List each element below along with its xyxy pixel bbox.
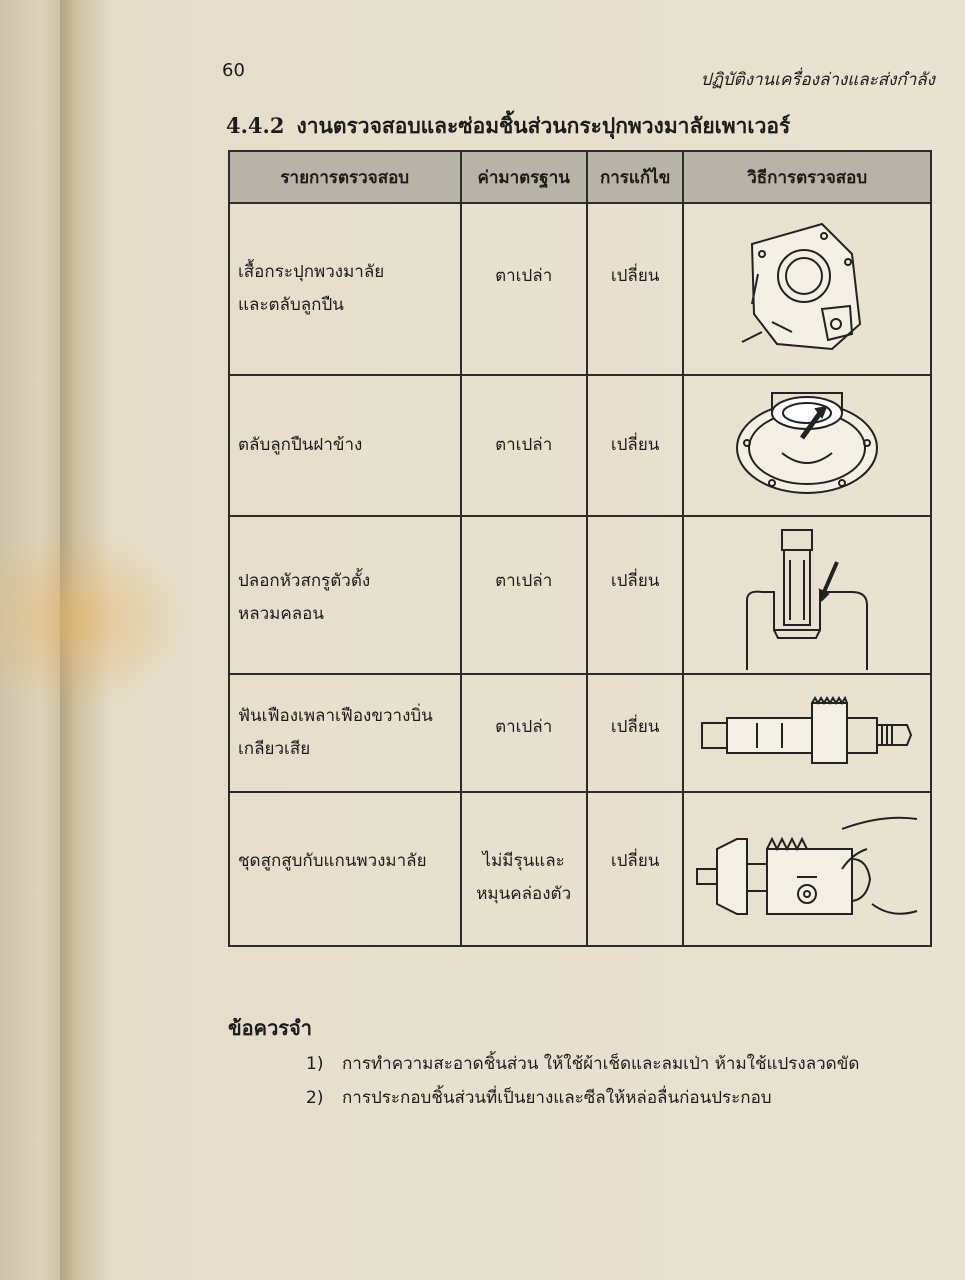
adjusting-screw-figure (683, 516, 931, 674)
inspection-item: ฟันเฟืองเพลาเฟืองขวางบิ่น เกลียวเสีย (229, 674, 461, 792)
note-item: 1) การทำความสะอาดชิ้นส่วน ให้ใช้ผ้าเช็ดและลมเป่า ห้ามใช้แปรงลวดขัด (306, 1054, 860, 1074)
piston-shaft-figure (683, 792, 931, 946)
fix-action: เปลี่ยน (587, 516, 684, 674)
gearbox-housing-figure (683, 203, 931, 375)
standard-value: ตาเปล่า (461, 203, 587, 375)
table-row (229, 792, 931, 946)
standard-value: ตาเปล่า (461, 674, 587, 792)
fix-action: เปลี่ยน (587, 203, 684, 375)
side-cover-bearing-figure (683, 375, 931, 516)
section-title (226, 110, 790, 143)
inspection-table (228, 150, 932, 947)
sector-shaft-figure (683, 674, 931, 792)
inspection-item: ตลับลูกปืนฝาข้าง (229, 375, 461, 516)
notes-title: ข้อควรจำ (228, 1016, 312, 1040)
inspection-item: เสื้อกระปุกพวงมาลัย และตลับลูกปืน (229, 203, 461, 375)
section-title-text: งานตรวจสอบและซ่อมชิ้นส่วนกระปุกพวงมาลัยเพาเวอร์ (296, 113, 791, 138)
header-method: วิธีการตรวจสอบ (683, 151, 931, 203)
header-item: รายการตรวจสอบ (229, 151, 461, 203)
fix-action: เปลี่ยน (587, 674, 684, 792)
running-head: ปฏิบัติงานเครื่องล่างและส่งกำลัง (700, 70, 935, 90)
standard-value: ตาเปล่า (461, 516, 587, 674)
standard-value: ตาเปล่า (461, 375, 587, 516)
note-item: 2) การประกอบชิ้นส่วนที่เป็นยางและซีลให้หล่อลื่นก่อนประกอบ (306, 1088, 772, 1108)
table-row (229, 674, 931, 792)
table-header-row (229, 151, 931, 203)
fix-action: เปลี่ยน (587, 792, 684, 946)
inspection-item: ชุดสูกสูบกับแกนพวงมาลัย (229, 792, 461, 946)
section-number: 4.4.2 (226, 113, 285, 138)
standard-value: ไม่มีรุนและ หมุนคล่องตัว (461, 792, 587, 946)
table-row (229, 375, 931, 516)
inspection-item: ปลอกหัวสกรูตัวตั้ง หลวมคลอน (229, 516, 461, 674)
table-row (229, 516, 931, 674)
page-number: 60 (222, 60, 245, 81)
fix-action: เปลี่ยน (587, 375, 684, 516)
table-row (229, 203, 931, 375)
paper-stain (0, 530, 190, 710)
header-fix: การแก้ไข (587, 151, 684, 203)
header-standard: ค่ามาตรฐาน (461, 151, 587, 203)
